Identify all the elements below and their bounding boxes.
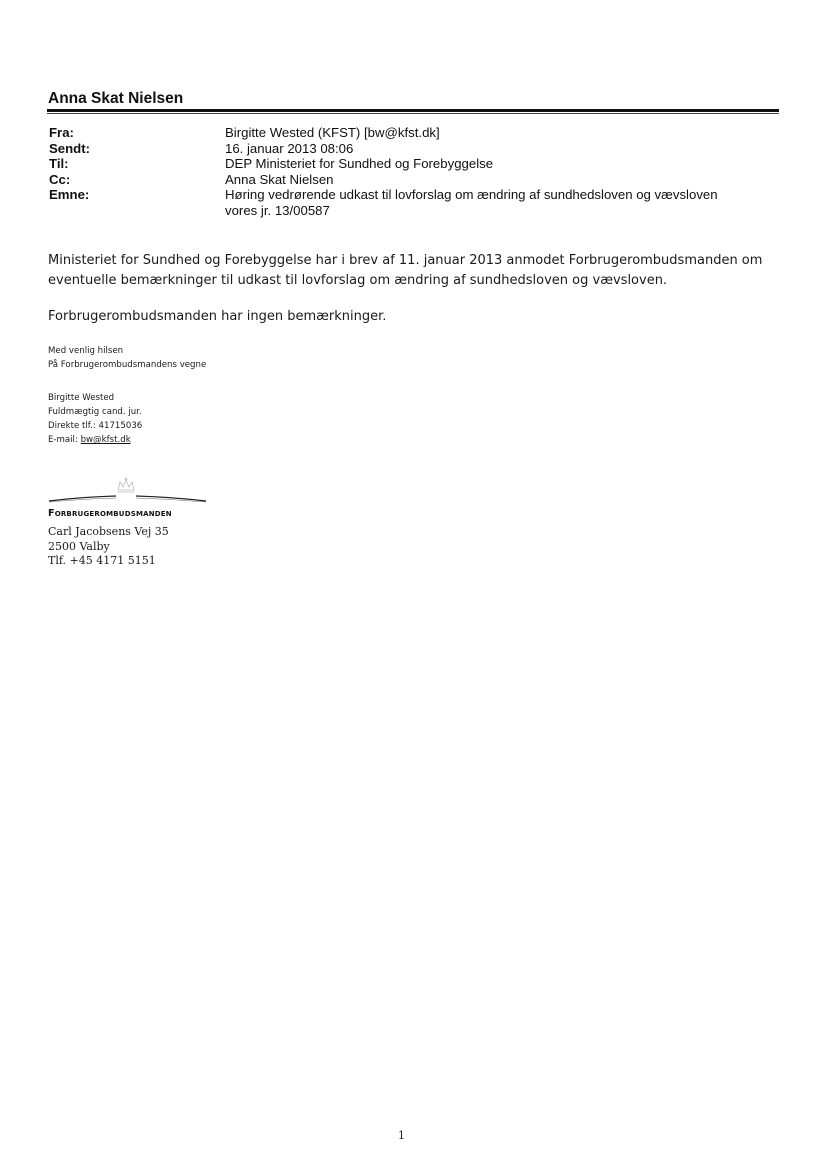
greeting-line-1: Med venlig hilsen	[48, 346, 124, 356]
email-metadata	[49, 125, 789, 218]
meta-value-sent: 16. januar 2013 08:06	[225, 140, 354, 156]
meta-label-to: Til:	[49, 156, 69, 171]
header-divider	[47, 109, 779, 112]
meta-label-sent: Sendt:	[49, 140, 91, 156]
page-number: 1	[398, 1129, 405, 1142]
address-street: Carl Jacobsens Vej 35	[48, 525, 169, 538]
meta-label-from: Fra:	[49, 125, 74, 140]
body-paragraph-1-line-1: Ministeriet for Sundhed og Forebyggelse har i brev af 11. januar 2013 anmodet Forbrugerombudsmanden om	[48, 253, 763, 268]
subject-line2: vores jr. 13/00587	[225, 202, 330, 218]
address-phone: Tlf. +45 4171 5151	[48, 554, 156, 567]
body-paragraph-1	[48, 251, 788, 291]
meta-value-cc: Anna Skat Nielsen	[225, 171, 334, 187]
signature-email-link[interactable]: bw@kfst.dk	[80, 435, 131, 445]
meta-row-to	[49, 156, 789, 172]
address-block	[48, 525, 169, 569]
meta-row-sent	[49, 141, 789, 157]
signature-block	[48, 391, 142, 447]
signature-email-row	[48, 433, 142, 447]
body-paragraph-2: Forbrugerombudsmanden har ingen bemærkninger.	[48, 309, 387, 324]
subject-line1: Høring vedrørende udkast til lovforslag om ændring af sundhedsloven og vævsloven	[225, 187, 718, 202]
signature-email-label: E-mail:	[48, 435, 81, 445]
meta-row-cc	[49, 172, 789, 188]
signature-name: Birgitte Wested	[48, 393, 115, 403]
greeting	[48, 344, 206, 372]
meta-row-from	[49, 125, 789, 141]
meta-row-subject	[49, 187, 789, 218]
crown-icon	[46, 476, 211, 504]
signature-phone: Direkte tlf.: 41715036	[48, 421, 143, 431]
logo-wordmark: Forbrugerombudsmanden	[48, 508, 172, 519]
address-city: 2500 Valby	[48, 539, 110, 553]
meta-value-subject	[225, 187, 789, 218]
meta-label-subject: Emne:	[49, 187, 90, 202]
meta-value-to: DEP Ministeriet for Sundhed og Forebyggelse	[225, 156, 494, 171]
meta-value-from: Birgitte Wested (KFST) [bw@kfst.dk]	[225, 125, 440, 140]
greeting-line-2: På Forbrugerombudsmandens vegne	[48, 360, 207, 370]
sender-name-header: Anna Skat Nielsen	[48, 90, 184, 107]
signature-title: Fuldmægtig cand. jur.	[48, 407, 142, 417]
header-divider-thin	[47, 113, 779, 114]
body-paragraph-1-line-2: eventuelle bemærkninger til udkast til lovforslag om ændring af sundhedsloven og vævsloven.	[48, 273, 668, 288]
meta-label-cc: Cc:	[49, 171, 71, 187]
